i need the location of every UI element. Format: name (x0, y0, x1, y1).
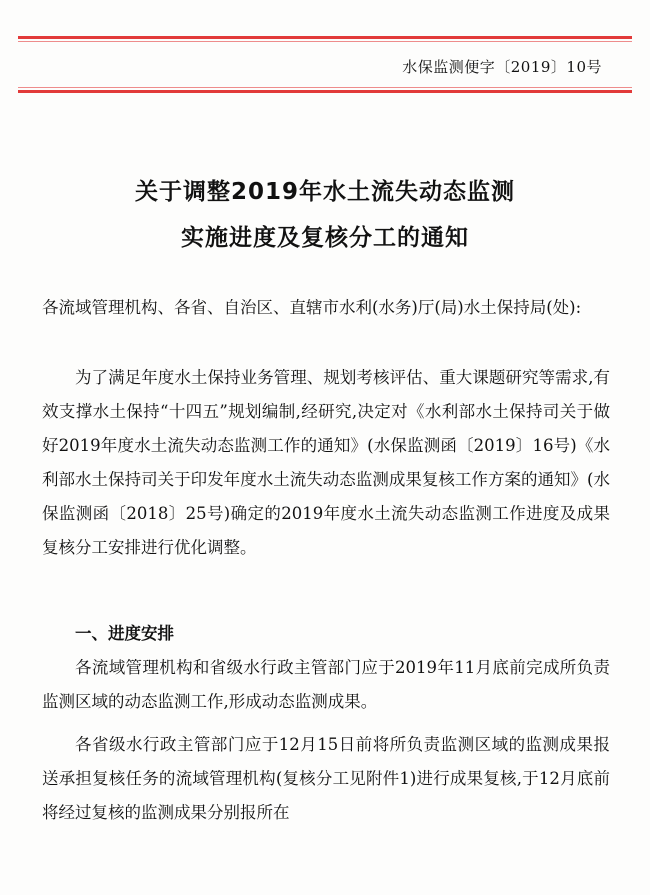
document-title-line-2: 实施进度及复核分工的通知 (181, 225, 469, 251)
section-heading-schedule: 一、进度安排 (75, 624, 174, 643)
header-red-rule-top-thin (18, 41, 632, 42)
paragraph-intro: 为了满足年度水土保持业务管理、规划考核评估、重大课题研究等需求,有效支撑水土保持“十四五”规划编制,经研究,决定对《水利部水土保持司关于做好2019年度水土流失动态监测工作的通知》(水保监测函〔2019〕16号)《水利部水土保持司关于印发年度水土流失动态监测成果复核工作方案的通知》(水保监测函〔2018〕25号)确定的2019年度水土流失动态监测工作进度及成果复核分工安排进行优化调整。 (42, 368, 610, 557)
paragraph-schedule-1: 各流域管理机构和省级水行政主管部门应于2019年11月底前完成所负责监测区域的动态监测工作,形成动态监测成果。 (42, 658, 610, 711)
paragraph-schedule-2: 各省级水行政主管部门应于12月15日前将所负责监测区域的监测成果报送承担复核任务的流域管理机构(复核分工见附件1)进行成果复核,于12月底前将经过复核的监测成果分别报所在 (42, 735, 610, 822)
document-number: 水保监测便字〔2019〕10号 (402, 58, 602, 76)
header-red-rule-bottom-thin (18, 87, 632, 88)
header-red-rule-bottom (18, 90, 632, 93)
salutation: 各流域管理机构、各省、自治区、直辖市水利(水务)厅(局)水土保持局(处): (42, 298, 582, 317)
document-title-line-1: 关于调整2019年水土流失动态监测 (134, 179, 515, 205)
header-red-rule-top (18, 36, 632, 39)
